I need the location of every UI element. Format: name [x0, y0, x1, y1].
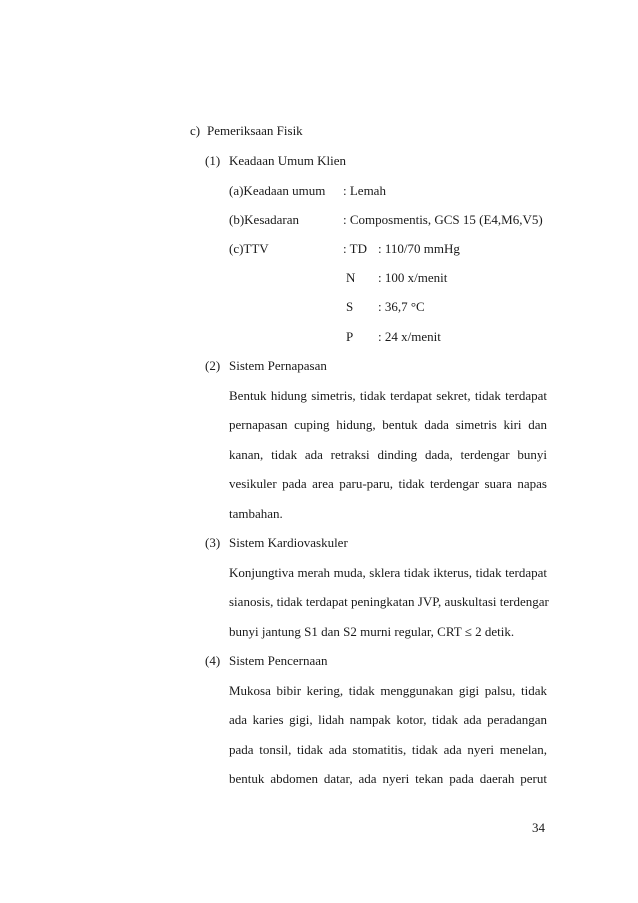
vital-value-s: : 36,7 °C	[378, 299, 425, 314]
row-label-keadaan-umum: (a)Keadaan umum	[229, 183, 326, 198]
paragraph-line: vesikuler pada area paru-paru, tidak terdengar suara napas	[229, 476, 547, 491]
paragraph-line: bunyi jantung S1 dan S2 murni regular, CRT ≤ 2 detik.	[229, 624, 515, 639]
item-number-4: (4)	[205, 653, 221, 668]
vital-key-n: N	[346, 270, 356, 285]
item-number-3: (3)	[205, 535, 221, 550]
paragraph-line: pernapasan cuping hidung, bentuk dada simetris kiri dan	[229, 417, 547, 432]
item-title-keadaan-umum: Keadaan Umum Klien	[229, 153, 346, 168]
item-title-pencernaan: Sistem Pencernaan	[229, 653, 328, 668]
paragraph-line: kanan, tidak ada retraksi dinding dada, terdengar bunyi	[229, 447, 547, 462]
vital-key-s: S	[346, 299, 354, 314]
page-number: 34	[532, 820, 545, 835]
row-value-keadaan-umum: : Lemah	[343, 183, 386, 198]
paragraph-line: tambahan.	[229, 506, 283, 521]
paragraph-line: ada karies gigi, lidah nampak kotor, tidak ada peradangan	[229, 712, 547, 727]
row-value-kesadaran: : Composmentis, GCS 15 (E4,M6,V5)	[343, 212, 543, 227]
item-title-pernapasan: Sistem Pernapasan	[229, 358, 327, 373]
item-number-2: (2)	[205, 358, 221, 373]
paragraph-line: bentuk abdomen datar, ada nyeri tekan pada daerah perut	[229, 771, 547, 786]
row-label-kesadaran: (b)Kesadaran	[229, 212, 300, 227]
item-number-1: (1)	[205, 153, 221, 168]
paragraph-line: Mukosa bibir kering, tidak menggunakan gigi palsu, tidak	[229, 683, 547, 698]
vital-key-p: P	[346, 329, 354, 344]
paragraph-line: Bentuk hidung simetris, tidak terdapat sekret, tidak terdapat	[229, 388, 547, 403]
item-title-kardiovaskuler: Sistem Kardiovaskuler	[229, 535, 348, 550]
paragraph-line: sianosis, tidak terdapat peningkatan JVP, auskultasi terdengar	[229, 594, 549, 609]
section-marker: c)	[190, 123, 201, 138]
section-title: Pemeriksaan Fisik	[207, 123, 303, 138]
row-label-ttv: (c)TTV	[229, 241, 269, 256]
row-value-ttv: : TD	[343, 241, 367, 256]
vital-value-td: : 110/70 mmHg	[378, 241, 460, 256]
vital-value-p: : 24 x/menit	[378, 329, 441, 344]
paragraph-line: pada tonsil, tidak ada stomatitis, tidak ada nyeri menelan,	[229, 742, 547, 757]
vital-value-n: : 100 x/menit	[378, 270, 448, 285]
paragraph-line: Konjungtiva merah muda, sklera tidak ikterus, tidak terdapat	[229, 565, 547, 580]
